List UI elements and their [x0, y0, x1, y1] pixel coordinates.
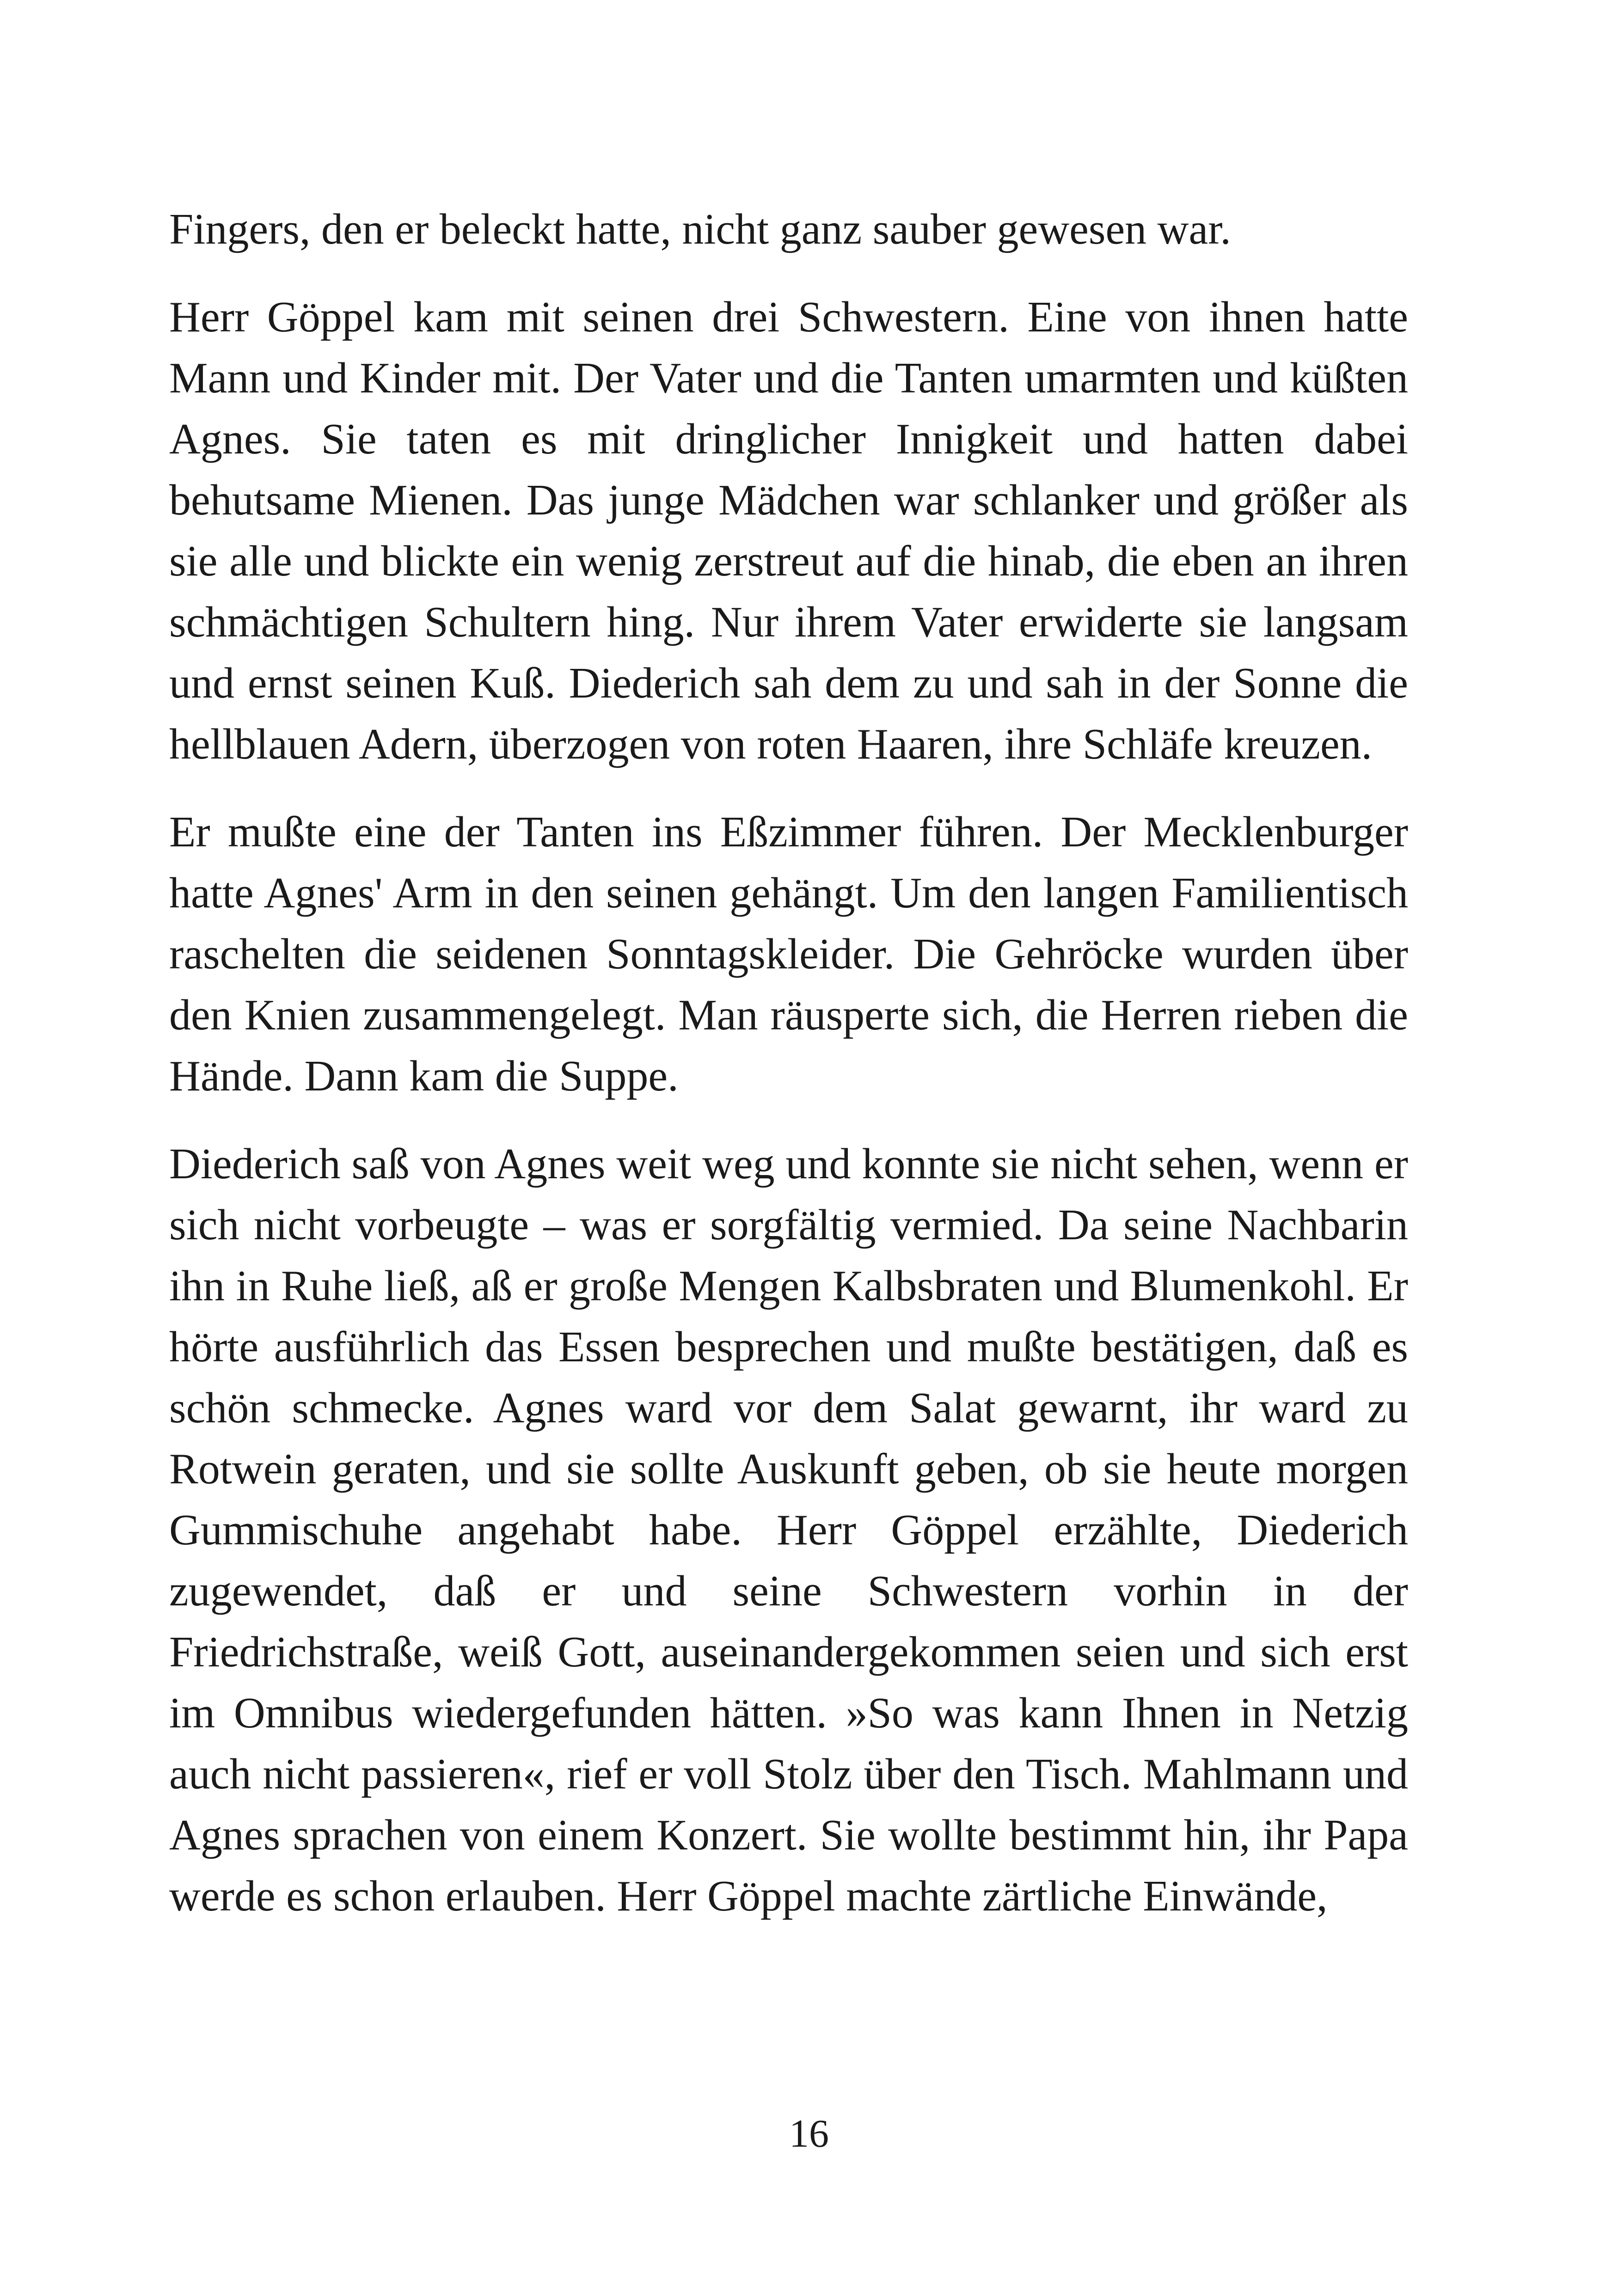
page-body: [169, 199, 1408, 1953]
paragraph-2: Herr Göppel kam mit seinen drei Schwestern. Eine von ihnen hatte Mann und Kinder mit. Der Vater und die Tanten umarmten und küßten Agnes. Sie taten es mit dringlicher Innigkeit und hatten dabei behutsame Mienen. Das junge Mädchen war schlanker und größer als sie alle und blickte ein wenig zerstreut auf die hinab, die eben an ihren schmächtigen Schultern hing. Nur ihrem Vater erwiderte sie langsam und ernst seinen Kuß. Diederich sah dem zu und sah in der Sonne die hellblauen Adern, überzogen von roten Haaren, ihre Schläfe kreuzen.: [169, 293, 1408, 768]
paragraph-4: Diederich saß von Agnes weit weg und konnte sie nicht sehen, wenn er sich nicht vorbeugte – was er sorgfältig vermied. Da seine Nachbarin ihn in Ruhe ließ, aß er große Mengen Kalbsbraten und Blumenkohl. Er hörte ausführlich das Essen besprechen und mußte bestätigen, daß es schön schmecke. Agnes ward vor dem Salat gewarnt, ihr ward zu Rotwein geraten, und sie sollte Auskunft geben, ob sie heute morgen Gummischuhe angehabt habe. Herr Göppel erzählte, Diederich zugewendet, daß er und seine Schwestern vorhin in der Friedrichstraße, weiß Gott, auseinandergekommen seien und sich erst im Omnibus wiedergefunden hätten. »So was kann Ihnen in Netzig auch nicht passieren«, rief er voll Stolz über den Tisch. Mahlmann und Agnes sprachen von einem Konzert. Sie wollte bestimmt hin, ihr Papa werde es schon erlauben. Herr Göppel machte zärtliche Einwände,: [169, 1140, 1408, 1920]
paragraph-1: Fingers, den er beleckt hatte, nicht ganz sauber gewesen war.: [169, 205, 1231, 253]
page-number: 16: [789, 2111, 829, 2155]
paragraph-3: Er mußte eine der Tanten ins Eßzimmer führen. Der Mecklenburger hatte Agnes' Arm in den seinen gehängt. Um den langen Familientisch raschelten die seidenen Sonntagskleider. Die Gehröcke wurden über den Knien zusammengelegt. Man räusperte sich, die Herren rieben die Hände. Dann kam die Suppe.: [169, 808, 1408, 1100]
